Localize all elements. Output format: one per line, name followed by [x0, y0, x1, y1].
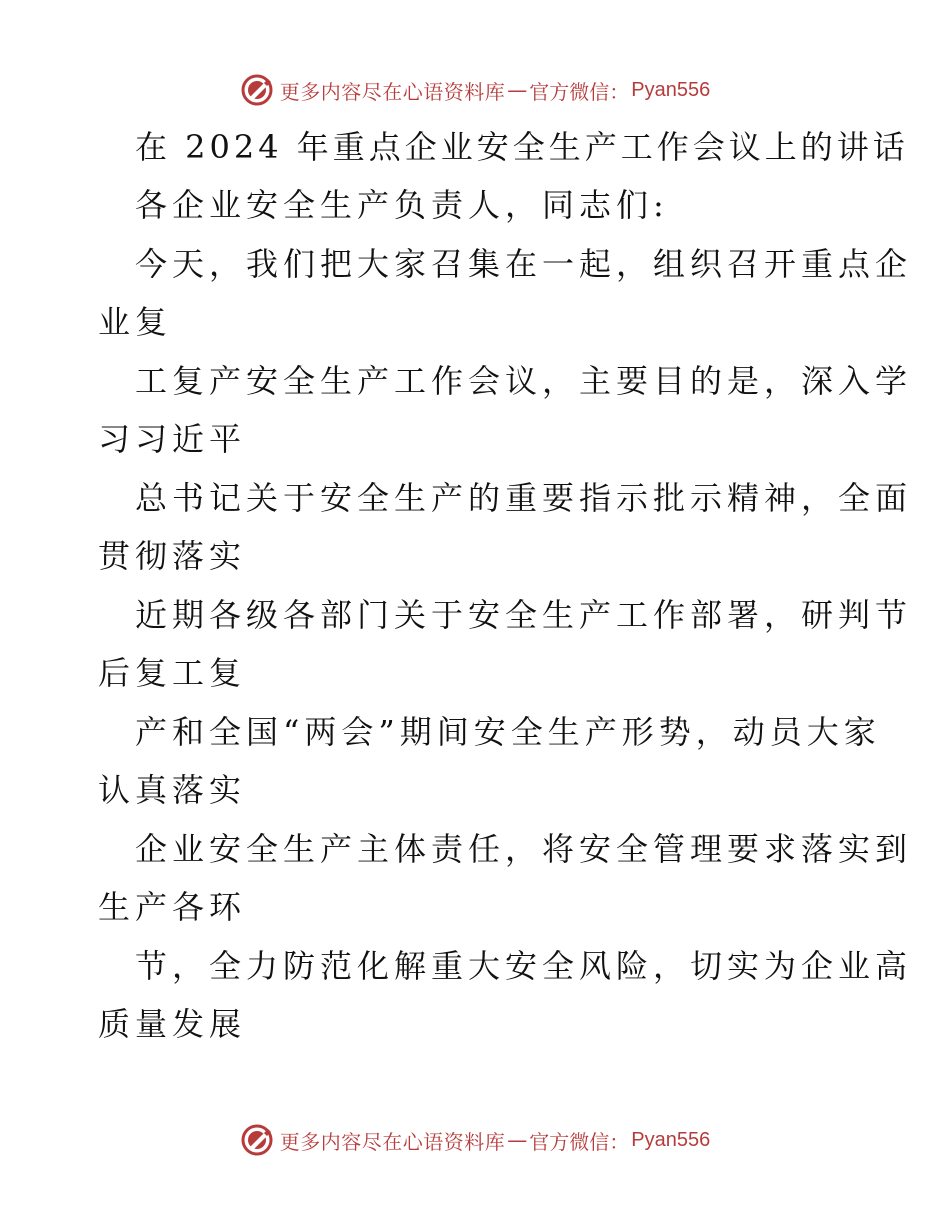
paragraph-line: 企业安全生产主体责任，将安全管理要求落实到 — [135, 830, 913, 868]
document-title: 在 2024 年重点企业安全生产工作会议上的讲话 — [135, 128, 909, 166]
paragraph-line: 质量发展 — [98, 1005, 247, 1043]
salutation: 各企业安全生产负责人，同志们: — [135, 186, 669, 224]
watermark-dash: — — [507, 78, 528, 102]
paragraph-line: 业复 — [98, 303, 173, 341]
paragraph-line: 近期各级各部门关于安全生产工作部署，研判节 — [135, 596, 913, 634]
watermark-handle: Pyan556 — [631, 1128, 711, 1151]
paragraph-line: 工复产安全生产工作会议，主要目的是，深入学 — [135, 362, 913, 400]
pen-logo-icon — [240, 73, 274, 107]
paragraph-line: 产和全国“两会”期间安全生产形势，动员大家 — [135, 713, 881, 751]
watermark-site: 更多内容尽在心语资料库 — [279, 79, 506, 104]
paragraph-line: 生产各环 — [98, 888, 247, 926]
paragraph-line: 习习近平 — [98, 420, 247, 458]
header-watermark — [0, 68, 950, 112]
watermark-label: 官方微信： — [529, 1129, 630, 1154]
pen-logo-icon — [240, 1123, 274, 1157]
paragraph-line: 今天，我们把大家召集在一起，组织召开重点企 — [135, 245, 913, 283]
paragraph-line: 认真落实 — [98, 771, 247, 809]
paragraph-line: 总书记关于安全生产的重要指示批示精神，全面 — [135, 479, 913, 517]
watermark-handle: Pyan556 — [631, 78, 711, 101]
footer-watermark — [0, 1118, 950, 1162]
paragraph-line: 节，全力防范化解重大安全风险，切实为企业高 — [135, 947, 913, 985]
watermark-dash: — — [507, 1128, 528, 1152]
watermark-site: 更多内容尽在心语资料库 — [279, 1129, 506, 1154]
paragraph-line: 后复工复 — [98, 654, 247, 692]
watermark-label: 官方微信： — [529, 79, 630, 104]
paragraph-line: 贯彻落实 — [98, 537, 247, 575]
